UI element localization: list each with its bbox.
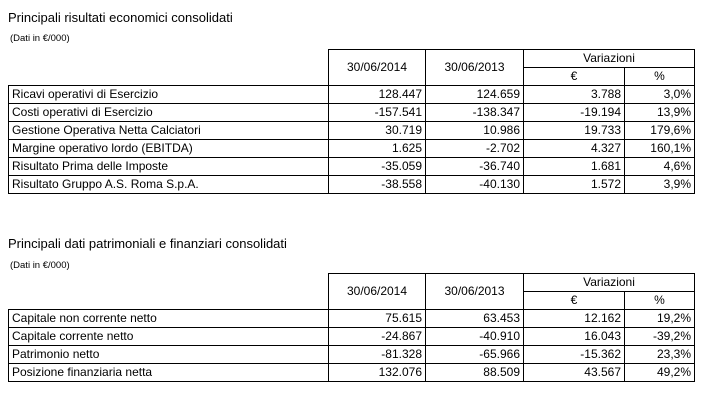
row-label: Risultato Prima delle Imposte	[9, 158, 329, 176]
variation-percent: 179,6%	[625, 122, 695, 140]
row-label: Margine operativo lordo (EBITDA)	[9, 140, 329, 158]
row-label: Capitale non corrente netto	[9, 310, 329, 328]
variation-percent: 3,9%	[625, 176, 695, 194]
variation-percent: -39,2%	[625, 328, 695, 346]
row-label: Posizione finanziaria netta	[9, 364, 329, 382]
value-2014: -38.558	[329, 176, 426, 194]
variation-percent: 160,1%	[625, 140, 695, 158]
col-header-euro: €	[524, 68, 625, 86]
variation-euro: 43.567	[524, 364, 625, 382]
table-header-row	[9, 50, 695, 68]
row-label: Capitale corrente netto	[9, 328, 329, 346]
section1-title: Principali risultati economici consolidati	[8, 10, 233, 25]
row-label: Ricavi operativi di Esercizio	[9, 86, 329, 104]
col-header-2013: 30/06/2013	[426, 274, 524, 310]
value-2014: -24.867	[329, 328, 426, 346]
table-row	[9, 158, 695, 176]
row-label: Gestione Operativa Netta Calciatori	[9, 122, 329, 140]
balance-sheet-table	[8, 273, 695, 382]
section2-title: Principali dati patrimoniali e finanziari consolidati	[8, 236, 287, 251]
variation-euro: -15.362	[524, 346, 625, 364]
value-2014: 128.447	[329, 86, 426, 104]
value-2014: -35.059	[329, 158, 426, 176]
variation-euro: 16.043	[524, 328, 625, 346]
variation-percent: 49,2%	[625, 364, 695, 382]
col-header-2014: 30/06/2014	[329, 50, 426, 86]
col-header-variazioni: Variazioni	[524, 274, 695, 292]
table-row	[9, 140, 695, 158]
variation-euro: 4.327	[524, 140, 625, 158]
section1-subtitle: (Dati in €/000)	[10, 33, 70, 44]
value-2013: -36.740	[426, 158, 524, 176]
variation-euro: 3.788	[524, 86, 625, 104]
value-2013: -2.702	[426, 140, 524, 158]
table-row	[9, 310, 695, 328]
col-header-percent: %	[625, 68, 695, 86]
table-row	[9, 364, 695, 382]
row-label: Patrimonio netto	[9, 346, 329, 364]
col-header-euro: €	[524, 292, 625, 310]
table-row	[9, 346, 695, 364]
value-2013: 10.986	[426, 122, 524, 140]
variation-euro: 12.162	[524, 310, 625, 328]
table-row	[9, 122, 695, 140]
variation-euro: 19.733	[524, 122, 625, 140]
value-2014: 30.719	[329, 122, 426, 140]
variation-percent: 13,9%	[625, 104, 695, 122]
value-2013: 88.509	[426, 364, 524, 382]
col-header-variazioni: Variazioni	[524, 50, 695, 68]
value-2013: -138.347	[426, 104, 524, 122]
value-2013: -65.966	[426, 346, 524, 364]
value-2014: 75.615	[329, 310, 426, 328]
economic-results-table	[8, 49, 695, 194]
row-label: Risultato Gruppo A.S. Roma S.p.A.	[9, 176, 329, 194]
row-label: Costi operativi di Esercizio	[9, 104, 329, 122]
value-2014: 132.076	[329, 364, 426, 382]
variation-euro: 1.572	[524, 176, 625, 194]
table-row	[9, 104, 695, 122]
section2-subtitle: (Dati in €/000)	[10, 260, 70, 271]
col-header-2014: 30/06/2014	[329, 274, 426, 310]
variation-euro: -19.194	[524, 104, 625, 122]
value-2013: -40.130	[426, 176, 524, 194]
value-2013: 63.453	[426, 310, 524, 328]
value-2014: -157.541	[329, 104, 426, 122]
table-row	[9, 86, 695, 104]
variation-percent: 4,6%	[625, 158, 695, 176]
col-header-percent: %	[625, 292, 695, 310]
table-header-row	[9, 274, 695, 292]
variation-percent: 23,3%	[625, 346, 695, 364]
table-row	[9, 176, 695, 194]
value-2014: 1.625	[329, 140, 426, 158]
col-header-2013: 30/06/2013	[426, 50, 524, 86]
value-2013: -40.910	[426, 328, 524, 346]
variation-percent: 3,0%	[625, 86, 695, 104]
value-2013: 124.659	[426, 86, 524, 104]
value-2014: -81.328	[329, 346, 426, 364]
table-row	[9, 328, 695, 346]
variation-euro: 1.681	[524, 158, 625, 176]
variation-percent: 19,2%	[625, 310, 695, 328]
